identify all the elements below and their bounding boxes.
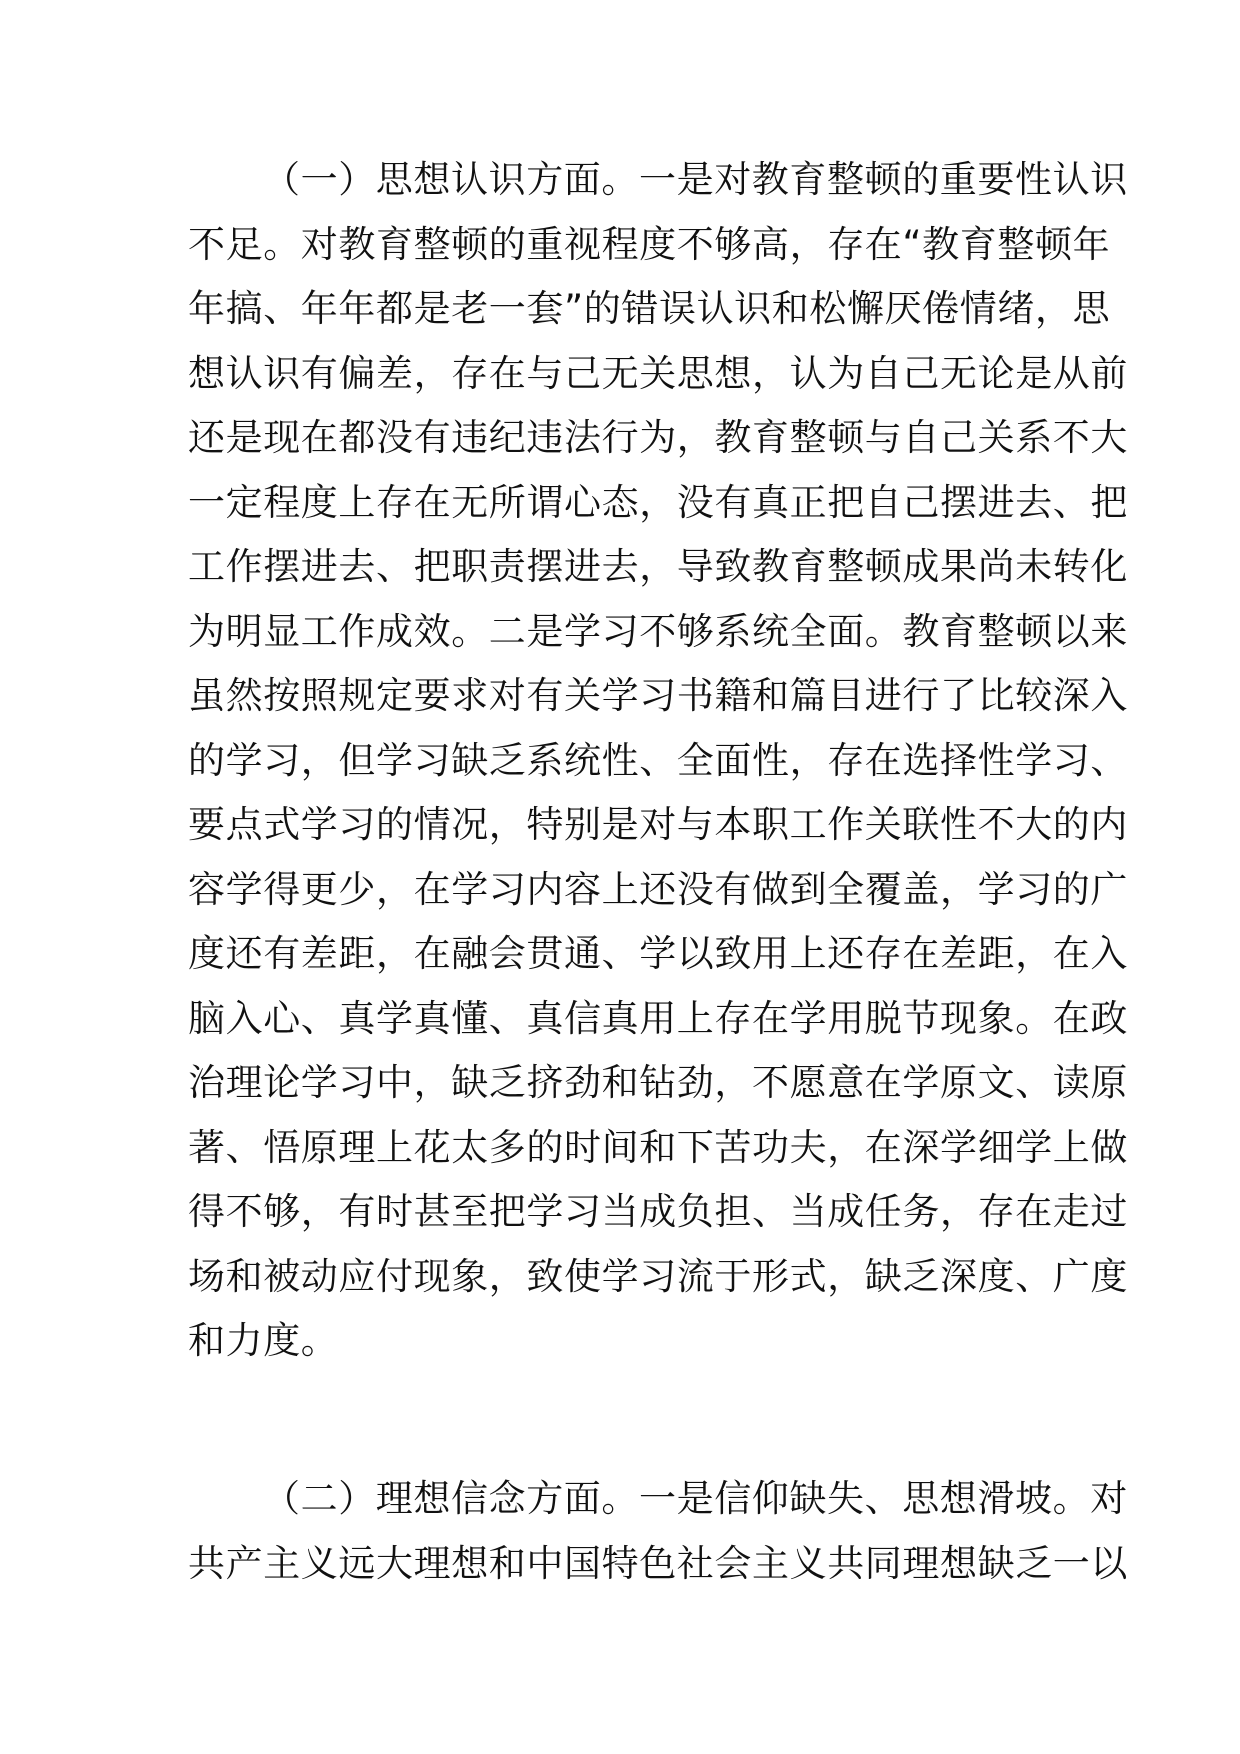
paragraph-line: 想认识有偏差，存在与己无关思想，认为自己无论是从前	[188, 351, 1128, 395]
paragraph-line: 工作摆进去、把职责摆进去，导致教育整顿成果尚未转化	[188, 545, 1128, 588]
paragraph-line: 不足。对教育整顿的重视程度不够高，存在“教育整顿年	[188, 222, 1111, 266]
paragraph-line: 场和被动应付现象，致使学习流于形式，缺乏深度、广度	[188, 1254, 1128, 1298]
paragraph-line: （二）理想信念方面。一是信仰缺失、思想滑坡。对	[263, 1477, 1128, 1520]
paragraph-ideals-beliefs	[188, 1467, 1128, 1596]
paragraph-line: 为明显工作成效。二是学习不够系统全面。教育整顿以来	[188, 609, 1128, 653]
paragraph-line: 脑入心、真学真懂、真信真用上存在学用脱节现象。在政	[188, 996, 1128, 1040]
paragraph-line: 还是现在都没有违纪违法行为，教育整顿与自己关系不大	[188, 416, 1128, 459]
paragraph-line: 的学习，但学习缺乏系统性、全面性，存在选择性学习、	[188, 738, 1128, 782]
paragraph-line: 一定程度上存在无所谓心态，没有真正把自己摆进去、把	[188, 480, 1128, 524]
paragraph-line: 要点式学习的情况，特别是对与本职工作关联性不大的内	[188, 803, 1128, 846]
paragraph-ideological-understanding	[188, 148, 1128, 1374]
paragraph-line: 度还有差距，在融会贯通、学以致用上还存在差距，在入	[188, 932, 1128, 975]
paragraph-line: 容学得更少，在学习内容上还没有做到全覆盖，学习的广	[188, 867, 1128, 911]
paragraph-line: 治理论学习中，缺乏挤劲和钻劲，不愿意在学原文、读原	[188, 1061, 1128, 1104]
paragraph-line: 和力度。	[188, 1319, 339, 1362]
paragraph-line: 著、悟原理上花太多的时间和下苦功夫，在深学细学上做	[188, 1125, 1128, 1169]
paragraph-line: 年搞、年年都是老一套”的错误认识和松懈厌倦情绪，思	[188, 287, 1111, 330]
paragraph-line: 共产主义远大理想和中国特色社会主义共同理想缺乏一以	[188, 1541, 1128, 1585]
paragraph-line: 得不够，有时甚至把学习当成负担、当成任务，存在走过	[188, 1190, 1128, 1233]
paragraph-line: 虽然按照规定要求对有关学习书籍和篇目进行了比较深入	[188, 674, 1128, 717]
paragraph-line: （一）思想认识方面。一是对教育整顿的重要性认识	[263, 158, 1128, 201]
